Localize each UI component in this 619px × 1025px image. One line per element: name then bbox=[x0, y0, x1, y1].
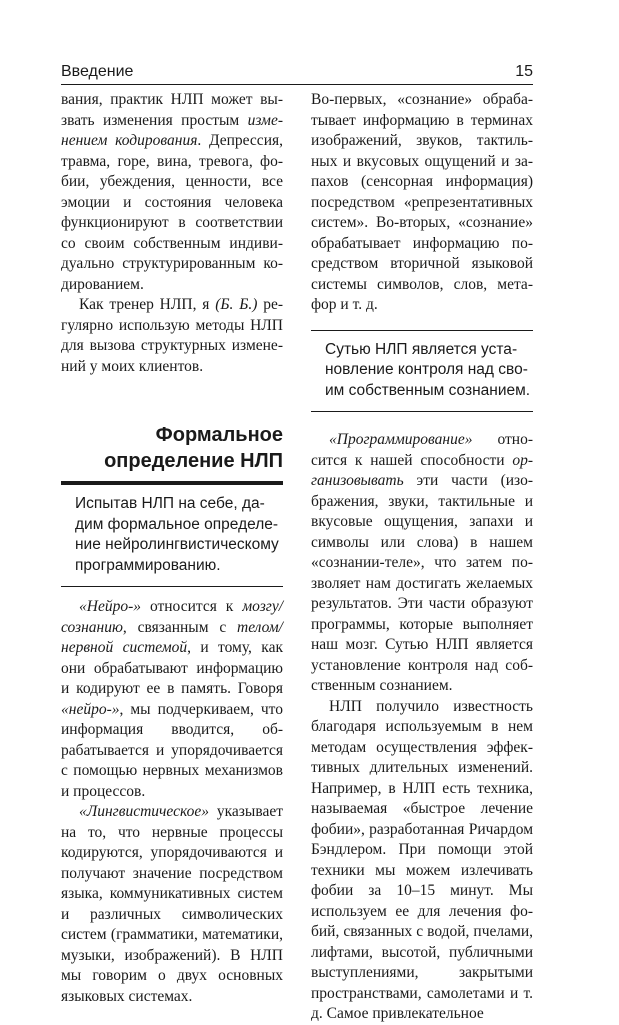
paragraph-continued-right: Во-первых, «сознание» обрабатывает информацию в терминах изображений, звуков, тактильных и вкусовых ощущений и запахов (сенсорная информация) посредством «репрезентативных систем». Во-вторых, «сознание» обрабатывает информацию посредством вторичной языковой системы символов, слов, метафор и т. д. bbox=[311, 91, 533, 313]
paragraph-programming: «Программирование» относится к нашей способности организовывать эти части (изображения, звуки, тактильные и вкусовые ощущения, запахи и символы или слова) в нашем «сознании-теле», что затем позволяет нам достигать желаемых результатов. Эти части образуют программы, которые выполняет наш мозг. Сутью НЛП является установление контроля над собственным сознанием. bbox=[311, 431, 533, 694]
right-column bbox=[311, 90, 533, 1025]
left-column bbox=[61, 90, 283, 1007]
paragraph-fame: НЛП получило известность благодаря используемым в нем методам осуществления эффективных длительных изменений. Например, в НЛП есть техника, называемая «быстрое лечение фобии», разработанная Ричардом Бэндлером. При помощи этой техники мы можем излечивать фобии за 10–15 минут. Мы используем ее для лечения фобий, связанных с водой, пчелами, лифтами, высотой, публичными выступлениями, закрытыми пространствами, самолетами и т. д. Самое привлекательное bbox=[311, 697, 533, 1022]
paragraph-neuro: «Нейро-» относится к мозгу/ сознанию, связанным с телом/ нервной системой, и тому, как они обрабатывают информацию и кодируют ее в память. Говоря «нейро-», мы подчеркиваем, что информация вводится, обрабатывается и упорядочивается с помощью нервных механизмов и процессов. bbox=[61, 598, 283, 800]
section-title: Введение bbox=[61, 63, 134, 80]
section-heading: Формальное определение НЛП bbox=[104, 424, 283, 472]
running-head bbox=[61, 61, 533, 83]
paragraph-linguistic: «Лингвистическое» указывает на то, что нервные процессы кодируются, упорядочиваются и получают значение посредством языка, коммуникативных систем и различных символических систем (грамматики, математики, музыки, изображений). В НЛП мы говорим о двух основных языковых системах. bbox=[61, 803, 283, 1005]
callout-box: Испытав НЛП на себе, дадим формальное определение нейролингвистическому программированию. bbox=[61, 485, 283, 587]
paragraph-continued: вания, практик НЛП может вызвать изменения простым изменением кодирования. Депрессия, травма, горе, вина, тревога, фобии, убеждения, ценности, все эмоции и состояния человека функционируют в соответствии со своим собственным индивидуально структурированным кодированием. bbox=[61, 91, 283, 293]
paragraph-trainer: Как тренер НЛП, я (Б. Б.) регулярно использую методы НЛП для вызова структурных изменений у моих клиентов. bbox=[61, 296, 284, 375]
callout-box-right: Сутью НЛП является установление контроля над своим собственным сознанием. bbox=[311, 330, 533, 413]
header-rule bbox=[61, 84, 533, 85]
page-number: 15 bbox=[515, 63, 533, 80]
